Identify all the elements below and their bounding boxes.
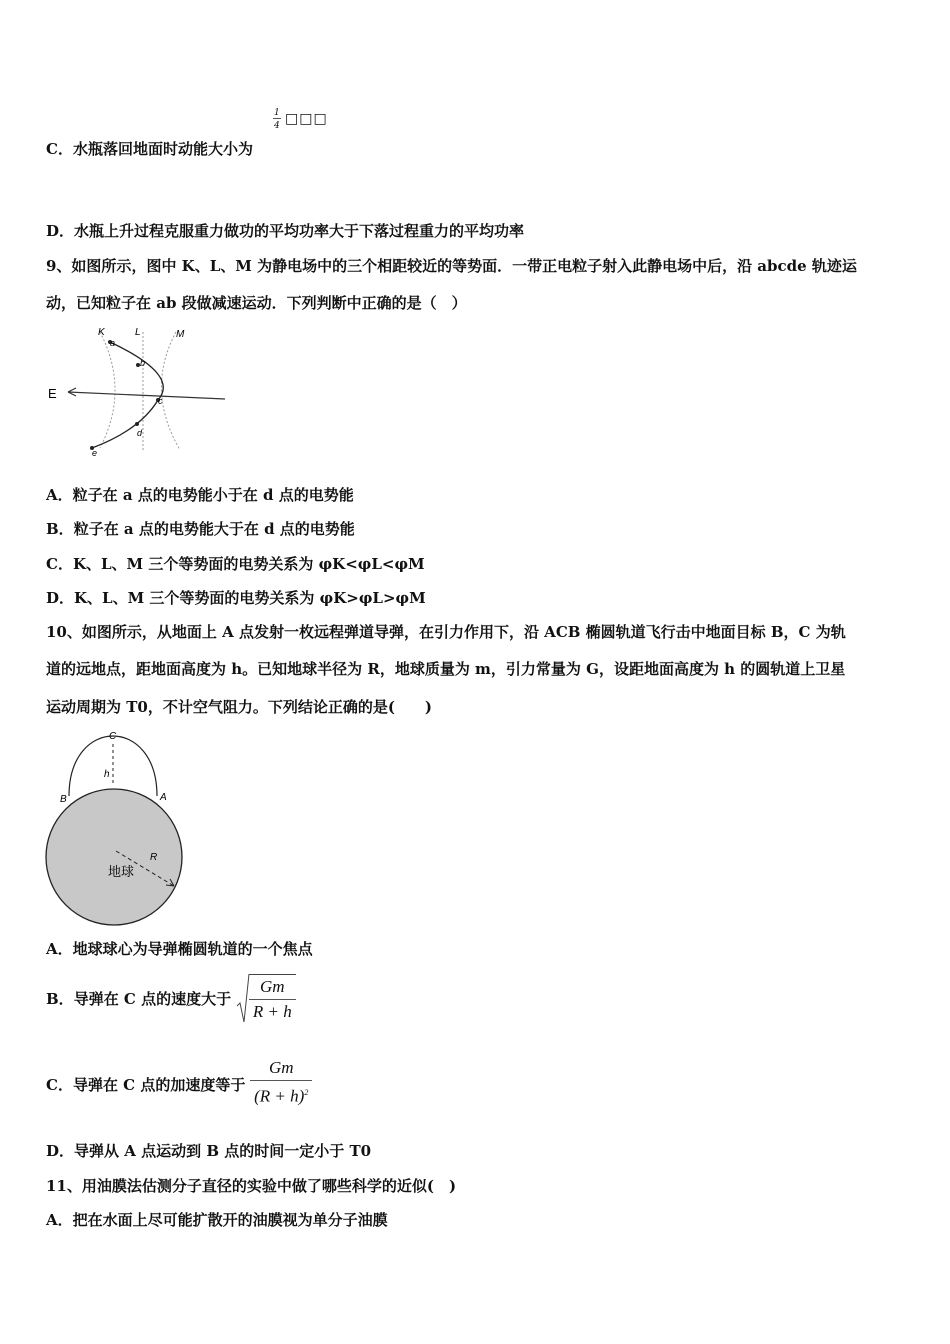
q10-option-b — [46, 970, 296, 1029]
option-text: 粒子在 a 点的电势能大于在 d 点的电势能 — [73, 520, 355, 538]
q10-stem-line-3: 运动周期为 T0，不计空气阻力。下列结论正确的是( ) — [46, 698, 433, 716]
option-text: K、L、M 三个等势面的电势关系为 φK>φL>φM — [74, 589, 426, 607]
fraction-bar — [273, 118, 281, 119]
option-text: 导弹在 C 点的加速度等于 — [72, 1076, 246, 1094]
fraction-denominator: R + h — [252, 1002, 292, 1021]
sqrt-sign-icon — [236, 972, 250, 1026]
label-k: K — [98, 327, 105, 338]
option-label: A． — [46, 940, 73, 958]
q11-option-a — [46, 1209, 388, 1231]
q9-option-c — [46, 553, 425, 575]
q10-option-c — [46, 1055, 312, 1115]
q10-orbit-figure — [44, 724, 194, 930]
label-point-e: e — [92, 448, 98, 458]
garbled-glyphs: □□□ — [285, 111, 328, 127]
sqrt-formula — [236, 969, 296, 1027]
label-l: L — [135, 327, 141, 338]
exponent: 2 — [304, 1087, 309, 1097]
q9-equipotential-figure — [40, 320, 240, 460]
option-label: A． — [46, 1211, 73, 1229]
q9-stem-line-2: 动，已知粒子在 ab 段做减速运动．下列判断中正确的是（ ） — [46, 294, 467, 312]
label-point-b: b — [140, 358, 146, 368]
label-e-field: E — [48, 386, 57, 401]
fraction-denominator-wrap — [250, 1081, 312, 1109]
q8-option-d — [46, 220, 524, 242]
sqrt-fraction — [249, 974, 296, 1024]
q9-option-a — [46, 484, 354, 506]
q9-stem-line-1: 9、如图所示，图中 K、L、M 为静电场中的三个相距较近的等势面．一带正电粒子射入此静电场中后，沿 abcde 轨迹运 — [46, 257, 857, 275]
equipotential-m — [161, 332, 180, 450]
option-label: D． — [46, 222, 75, 240]
q10-stem-line-2: 道的远地点，距地面高度为 h。已知地球半径为 R，地球质量为 m，引力常量为 G，设距地面高度为 h 的圆轨道上卫星 — [46, 660, 846, 678]
field-line — [68, 392, 225, 399]
option-label: C． — [46, 140, 73, 158]
label-earth: 地球 — [108, 864, 135, 879]
fraction-denominator: (R + h) — [254, 1086, 305, 1106]
equipotential-k — [100, 332, 115, 448]
option-text: K、L、M 三个等势面的电势关系为 φK<φL<φM — [72, 555, 425, 573]
q9-option-b — [46, 518, 355, 540]
label-c: C — [109, 731, 117, 742]
label-b: B — [60, 794, 67, 805]
label-point-d: d — [137, 428, 143, 438]
option-text: 导弹从 A 点运动到 B 点的时间一定小于 T0 — [74, 1142, 372, 1160]
fraction-numerator: Gm — [250, 1056, 312, 1081]
q9-option-d — [46, 587, 426, 609]
label-a: A — [160, 792, 167, 803]
q8-option-c — [46, 138, 253, 160]
option-text: 粒子在 a 点的电势能小于在 d 点的电势能 — [72, 486, 354, 504]
option-label: B． — [46, 990, 74, 1008]
option-label: B． — [46, 520, 74, 538]
option-label: C． — [46, 555, 73, 573]
point-d-dot — [135, 422, 139, 426]
fraction-numerator: Gm — [249, 975, 296, 1000]
option-text: 水瓶上升过程克服重力做功的平均功率大于下落过程重力的平均功率 — [74, 222, 525, 240]
label-point-c: c — [158, 396, 163, 406]
q10-stem-line-1: 10、如图所示，从地面上 A 点发射一枚远程弹道导弹，在引力作用下，沿 ACB 椭圆轨道飞行击中地面目标 B，C 为轨 — [46, 623, 846, 641]
fraction-numerator: 1 — [274, 108, 280, 118]
option-label: D． — [46, 589, 75, 607]
earth-circle — [46, 789, 182, 925]
q11-stem: 11、用油膜法估测分子直径的实验中做了哪些科学的近似( ) — [46, 1177, 457, 1195]
label-point-a: a — [110, 338, 116, 348]
option-text: 导弹在 C 点的速度大于 — [73, 990, 232, 1008]
q10-option-d — [46, 1140, 371, 1162]
option-label: A． — [46, 486, 73, 504]
q10-option-a — [46, 938, 313, 960]
option-text: 水瓶落回地面时动能大小为 — [72, 140, 253, 158]
label-h: h — [104, 769, 110, 780]
label-r: R — [150, 852, 158, 863]
option-label: C． — [46, 1076, 73, 1094]
acceleration-fraction — [250, 1056, 312, 1109]
option-text: 把在水面上尽可能扩散开的油膜视为单分子油膜 — [72, 1211, 388, 1229]
option-label: D． — [46, 1142, 75, 1160]
label-m: M — [176, 329, 185, 340]
q8-option-c-formula — [272, 108, 352, 138]
fraction-denominator: 4 — [274, 121, 280, 131]
option-text: 地球球心为导弹椭圆轨道的一个焦点 — [72, 940, 313, 958]
